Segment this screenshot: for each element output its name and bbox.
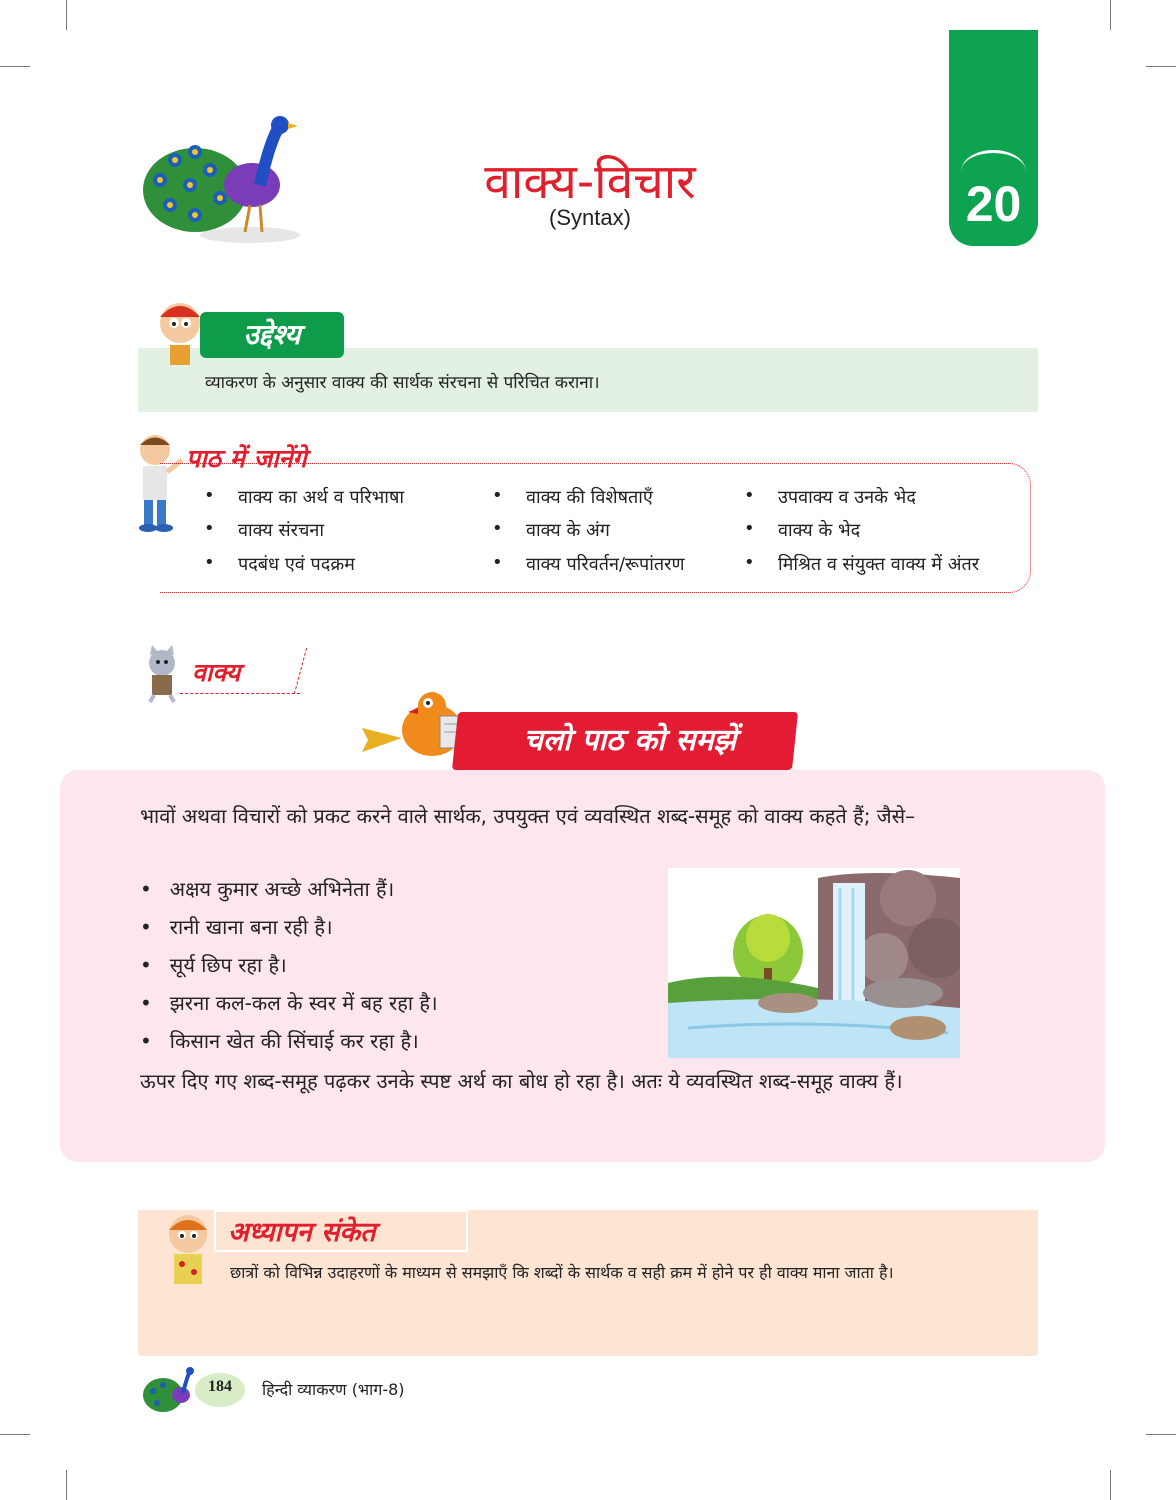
example-item: • रानी खाना बना रही है। <box>140 913 333 940</box>
page-number: 184 <box>208 1378 232 1395</box>
crop-mark <box>1110 0 1111 30</box>
learn-item: • वाक्य की विशेषताएँ <box>526 485 653 509</box>
example-item: • सूर्य छिप रहा है। <box>140 951 287 978</box>
peacock-icon <box>140 110 305 245</box>
objective-text: व्याकरण के अनुसार वाक्य की सार्थक संरचना से परिचित कराना। <box>205 373 600 393</box>
heading-underline <box>180 693 300 694</box>
learn-item: • पदबंध एवं पदक्रम <box>238 552 355 576</box>
section-heading: वाक्य <box>192 658 241 687</box>
example-item: • झरना कल-कल के स्वर में बह रहा है। <box>140 989 438 1016</box>
peacock-small-icon <box>143 1365 195 1415</box>
boy-note-icon <box>158 1208 218 1288</box>
waterfall-illustration <box>668 868 960 1058</box>
crop-mark <box>66 1470 67 1500</box>
crop-mark <box>1146 1434 1176 1435</box>
crop-mark <box>0 66 30 67</box>
chapter-title: वाक्य-विचार <box>484 154 696 210</box>
intro-paragraph: भावों अथवा विचारों को प्रकट करने वाले सार्थक, उपयुक्त एवं व्यवस्थित शब्द-समूह को वाक्य कहते हैं; जैसे– <box>140 804 916 828</box>
example-item: • किसान खेत की सिंचाई कर रहा है। <box>140 1027 419 1054</box>
objective-label: उद्देश्य <box>200 312 344 358</box>
teaching-note-text: छात्रों को विभिन्न उदाहरणों के माध्यम से समझाएँ कि शब्दों के सार्थक व सही क्रम में होने पर ही वाक्य माना जाता है। <box>230 1263 894 1282</box>
chapter-tab <box>949 30 1038 246</box>
cat-mascot-icon <box>140 645 185 703</box>
crop-mark <box>0 1434 30 1435</box>
learn-item: • वाक्य का अर्थ व परिभाषा <box>238 485 404 509</box>
learn-item: • उपवाक्य व उनके भेद <box>778 485 916 509</box>
book-title: हिन्दी व्याकरण (भाग-8) <box>262 1380 405 1399</box>
conclusion-paragraph: ऊपर दिए गए शब्द-समूह पढ़कर उनके स्पष्ट अर्थ का बोध हो रहा है। अतः ये व्यवस्थित शब्द-समूह वाक्य हैं। <box>140 1069 903 1093</box>
example-item: • अक्षय कुमार अच्छे अभिनेता हैं। <box>140 875 394 902</box>
heading-slash <box>294 648 307 694</box>
learn-item: • वाक्य परिवर्तन/रूपांतरण <box>526 552 685 576</box>
learn-item: • वाक्य के अंग <box>526 518 610 542</box>
learn-item: • वाक्य के भेद <box>778 518 860 542</box>
banner-text: चलो पाठ को समझें <box>523 723 737 758</box>
learn-heading: पाठ में जानेंगे <box>186 444 307 473</box>
teaching-note-heading: अध्यापन संकेत <box>228 1217 376 1248</box>
chapter-number: 20 <box>965 176 1022 232</box>
crop-mark <box>1146 66 1176 67</box>
chapter-subtitle: (Syntax) <box>549 205 631 230</box>
crop-mark <box>1110 1470 1111 1500</box>
learn-item: • मिश्रित व संयुक्त वाक्य में अंतर <box>778 552 979 576</box>
crop-mark <box>66 0 67 30</box>
learn-item: • वाक्य संरचना <box>238 518 324 542</box>
